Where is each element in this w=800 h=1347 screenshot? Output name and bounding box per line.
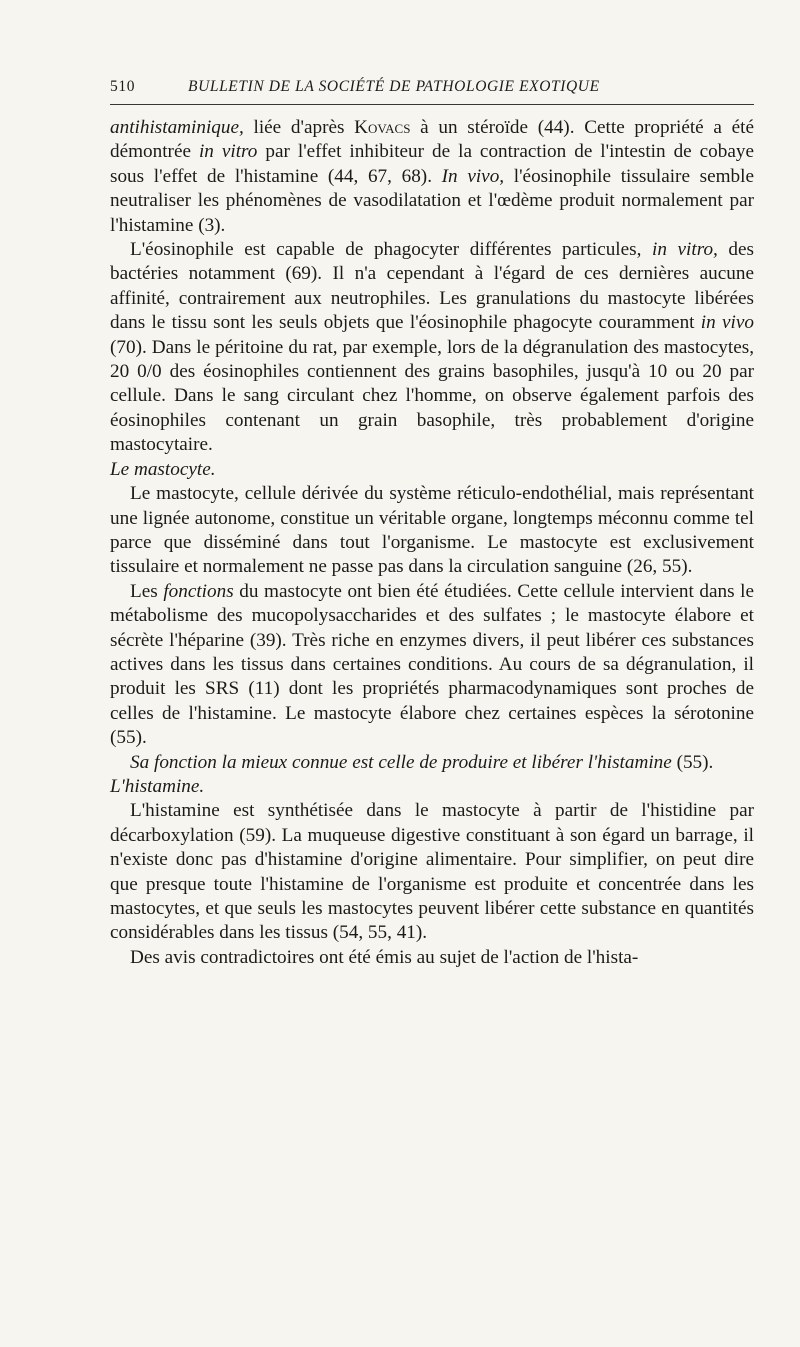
paragraph-antihistaminique (110, 116, 754, 238)
text-span: Les (130, 580, 164, 602)
text-span: du mastocyte ont bien été étudiées. Cette cellule intervient dans le métabolisme des mucopolysaccharides et des sulfates ; le mastocyte élabore et sécrète l'héparine (39). Très riche en enzymes divers, il peut libérer ces substances actives dans les tissus dans certaines conditions. Au cours de sa dégranulation, il produit les SRS (11) dont les propriétés pharmacodynamiques sont proches de celles de l'histamine. Le mastocyte élabore chez certaines espèces la sérotonine (55). (110, 580, 754, 749)
paragraph-mastocyte-intro: Le mastocyte, cellule dérivée du système réticulo-endothélial, mais représentant une lignée autonome, constitue un véritable organe, longtemps méconnu comme tel parce que disséminé dans tout l'organisme. Le mastocyte est exclusivement tissulaire et normalement ne passe pas dans la circulation sanguine (26, 55). (110, 483, 754, 578)
paragraph-fonction-histamine (110, 751, 754, 775)
body-text (110, 116, 754, 970)
text-span: in vitro, (652, 239, 718, 261)
running-head (110, 76, 754, 105)
section-heading-mastocyte: Le mastocyte. (110, 458, 216, 480)
page-number: 510 (110, 78, 136, 95)
paragraph-fonctions (110, 580, 754, 751)
text-span: Sa fonction la mieux connue est celle de produire et libérer l'histamine (130, 751, 672, 773)
text-span: liée d'après (243, 117, 355, 138)
text-span: des bactéries notamment (69). Il n'a cependant à l'égard de ces dernières aucune affinité, contrairement aux neutrophiles. Les granulations du mastocyte libérées dans le tissu sont les seuls objets que l'éosinophile phagocyte couramment (110, 239, 754, 334)
text-span: in vivo (700, 312, 754, 334)
text-span: antihistaminique, (110, 117, 244, 138)
text-span: par l'effet inhibiteur de la contraction de l'intestin de cobaye sous l'effet de l'histamine (44, 67, 68). (110, 141, 754, 187)
text-span: fonctions (163, 580, 234, 602)
text-span: à un stéroïde (44). Cette propriété a été démontrée (110, 117, 754, 163)
section-heading-histamine: L'histamine. (110, 775, 205, 797)
text-span: In vivo, (441, 165, 505, 187)
text-span: (70). Dans le péritoine du rat, par exemple, lors de la dégranulation des mastocytes, 20 0/0 des éosinophiles contiennent des grains basophiles, jusqu'à 10 ou 20 par cellule. Dans le sang circulant chez l'homme, on observe également parfois des éosinophiles contenant un grain basophile, très probablement d'origine mastocytaire. (110, 336, 754, 456)
text-span: in vitro (198, 141, 258, 163)
journal-title: BULLETIN DE LA SOCIÉTÉ DE PATHOLOGIE EXOTIQUE (188, 78, 600, 95)
paragraph-phagocytose (110, 238, 754, 458)
text-span: l'éosinophile tissulaire semble neutraliser les phénomènes de vasodilatation et l'œdème produit normalement par l'histamine (3). (110, 165, 754, 236)
paragraph-avis-contradictoires: Des avis contradictoires ont été émis au sujet de l'action de l'hista- (130, 946, 639, 968)
text-span: (55). (671, 751, 714, 773)
paragraph-histamine-synthese: L'histamine est synthétisée dans le mastocyte à partir de l'histidine par décarboxylation (59). La muqueuse digestive constituant à son égard un barrage, il n'existe donc pas d'histamine d'origine alimentaire. Pour simplifier, on peut dire que presque toute l'histamine de l'organisme est produite et concentrée dans les mastocytes, et que seuls les mastocytes peuvent libérer cette substance en quantités considérables dans les tissus (54, 55, 41). (110, 800, 754, 944)
author-name-kovacs: Kovacs (354, 117, 411, 138)
text-span: L'éosinophile est capable de phagocyter différentes particules, (130, 239, 653, 261)
